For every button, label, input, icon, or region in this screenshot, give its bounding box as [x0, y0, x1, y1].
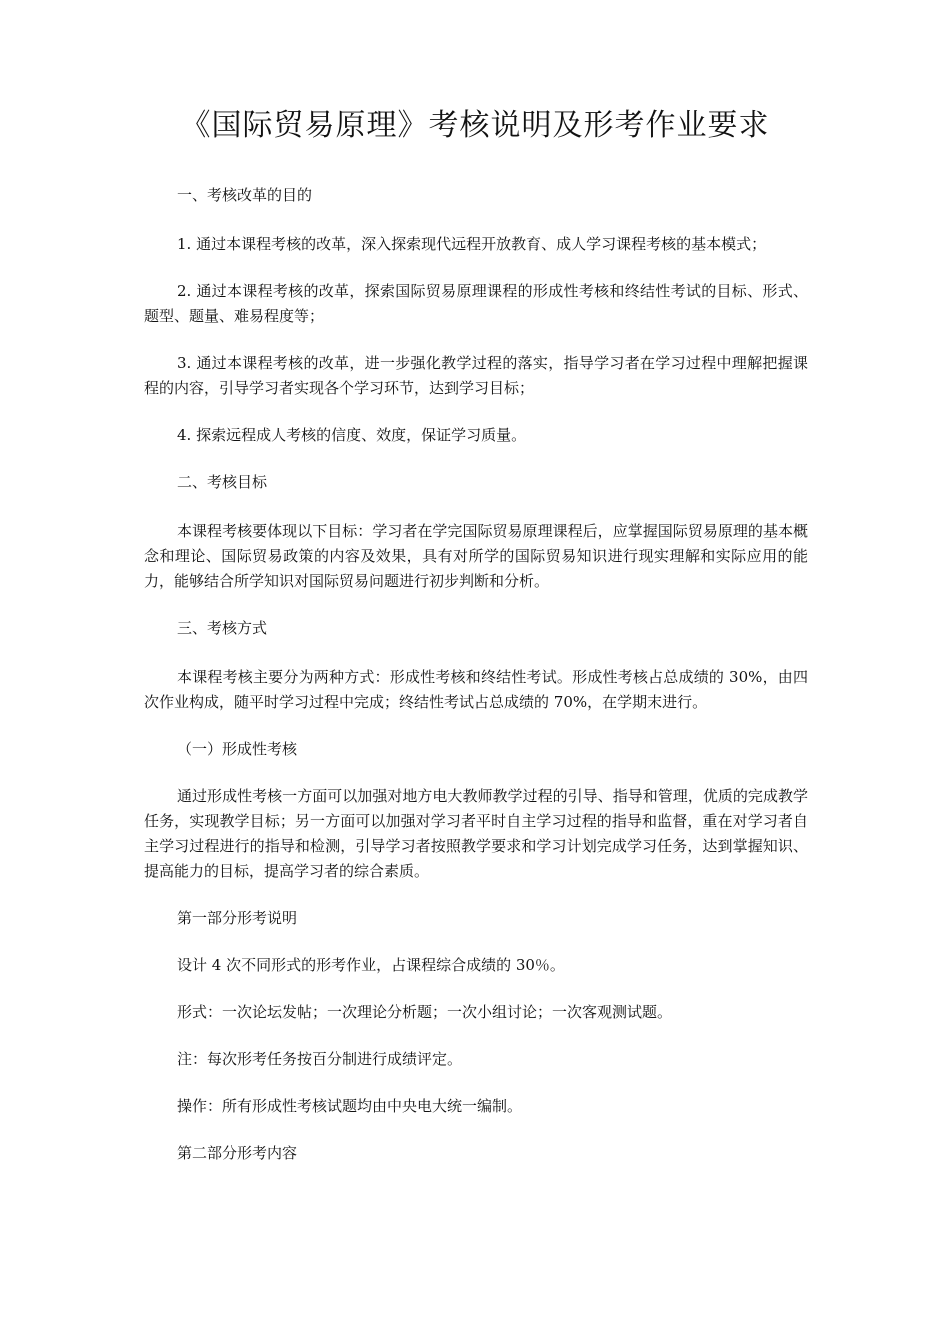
formative-paragraph: 通过形成性考核一方面可以加强对地方电大教师教学过程的引导、指导和管理，优质的完成教学任务，实现教学目标；另一方面可以加强对学习者平时自主学习过程的指导和监督，重在对学习者自主学习过程进行的指导和检测，引导学习者按照教学要求和学习计划完成学习任务，达到掌握知识、提高能力的目标，提高学习者的综合素质。 [144, 787, 808, 880]
assignment-form-line: 形式：一次论坛发帖；一次理论分析题；一次小组讨论；一次客观测试题。 [177, 1003, 673, 1021]
purpose-item-4: 4. 探索远程成人考核的信度、效度，保证学习质量。 [177, 426, 527, 444]
document-title: 《国际贸易原理》考核说明及形考作业要求 [180, 108, 770, 143]
section-heading-method: 三、考核方式 [177, 619, 268, 637]
part-one-heading: 第一部分形考说明 [177, 909, 298, 927]
operation-line: 操作：所有形成性考核试题均由中央电大统一编制。 [177, 1097, 523, 1115]
goals-paragraph: 本课程考核要体现以下目标：学习者在学完国际贸易原理课程后，应掌握国际贸易原理的基本概念和理论、国际贸易政策的内容及效果，具有对所学的国际贸易知识进行现实理解和实际应用的能力，能够结合所学知识对国际贸易问题进行初步判断和分析。 [144, 522, 808, 590]
document-body [144, 183, 808, 1188]
part-two-heading: 第二部分形考内容 [177, 1144, 298, 1162]
grading-note-line: 注：每次形考任务按百分制进行成绩评定。 [177, 1050, 463, 1068]
subsection-heading-formative: （一）形成性考核 [177, 740, 298, 758]
assignment-design-line: 设计 4 次不同形式的形考作业，占课程综合成绩的 30％。 [177, 956, 565, 974]
purpose-item-3: 3. 通过本课程考核的改革，进一步强化教学过程的落实，指导学习者在学习过程中理解把握课程的内容，引导学习者实现各个学习环节，达到学习目标； [144, 354, 808, 397]
method-paragraph: 本课程考核主要分为两种方式：形成性考核和终结性考试。形成性考核占总成绩的 30%，由四次作业构成，随平时学习过程中完成；终结性考试占总成绩的 70%，在学期末进行。 [144, 668, 808, 711]
purpose-item-1: 1. 通过本课程考核的改革，深入探索现代远程开放教育、成人学习课程考核的基本模式； [177, 235, 767, 253]
section-heading-purpose: 一、考核改革的目的 [177, 186, 313, 204]
section-heading-goals: 二、考核目标 [177, 473, 268, 491]
purpose-item-2: 2. 通过本课程考核的改革，探索国际贸易原理课程的形成性考核和终结性考试的目标、形式、题型、题量、难易程度等； [144, 282, 808, 325]
